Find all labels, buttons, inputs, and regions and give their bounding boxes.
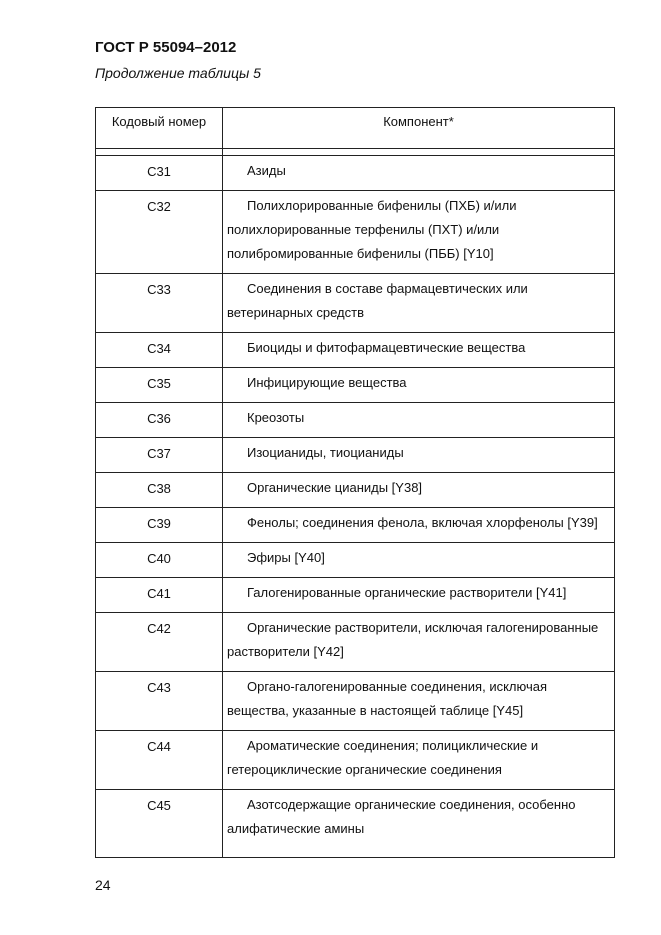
component-text: Ароматические соединения; полициклические и гетероциклические органические соединения — [227, 738, 539, 777]
table-row — [96, 613, 615, 672]
row-code-cell: С44 — [96, 731, 223, 790]
row-code-cell: С45 — [96, 790, 223, 858]
separator-cell — [96, 149, 223, 156]
row-code-cell: С36 — [96, 403, 223, 438]
row-code-cell: С43 — [96, 672, 223, 731]
header-code-number: Кодовый номер — [96, 108, 223, 149]
row-component-cell — [223, 274, 615, 333]
row-component-cell — [223, 191, 615, 274]
row-code-cell: С42 — [96, 613, 223, 672]
component-text: Биоциды и фитофармацевтические вещества — [247, 340, 526, 355]
table-header-row — [96, 108, 615, 149]
component-text: Креозоты — [247, 410, 305, 425]
row-component-cell — [223, 438, 615, 473]
table-row — [96, 274, 615, 333]
component-text: Органические цианиды [Y38] — [247, 480, 423, 495]
row-code-cell: С31 — [96, 156, 223, 191]
component-text: Галогенированные органические растворители [Y41] — [247, 585, 567, 600]
row-code-cell: С39 — [96, 508, 223, 543]
row-component-cell — [223, 473, 615, 508]
row-component-cell — [223, 731, 615, 790]
table-row — [96, 508, 615, 543]
row-component-cell — [223, 333, 615, 368]
component-text: Фенолы; соединения фенола, включая хлорфенолы [Y39] — [247, 515, 598, 530]
table-row — [96, 473, 615, 508]
component-text: Эфиры [Y40] — [247, 550, 325, 565]
component-text: Азиды — [247, 163, 286, 178]
row-code-cell: С35 — [96, 368, 223, 403]
component-text: Органические растворители, исключая галогенированные растворители [Y42] — [227, 620, 599, 659]
row-component-cell — [223, 403, 615, 438]
row-component-cell — [223, 578, 615, 613]
component-text: Органо-галогенированные соединения, исключая вещества, указанные в настоящей таблице [Y45] — [227, 679, 548, 718]
document-title: ГОСТ Р 55094–2012 — [95, 39, 237, 56]
table-row — [96, 543, 615, 578]
component-text: Инфицирующие вещества — [247, 375, 407, 390]
table-row — [96, 191, 615, 274]
row-code-cell: С34 — [96, 333, 223, 368]
row-code-cell: С38 — [96, 473, 223, 508]
row-component-cell — [223, 543, 615, 578]
row-code-cell: С32 — [96, 191, 223, 274]
table-row — [96, 790, 615, 858]
component-text: Полихлорированные бифенилы (ПХБ) и/или полихлорированные терфенилы (ПХТ) и/или полибромированные бифенилы (ПББ) [Y10] — [227, 198, 517, 261]
row-code-cell: С40 — [96, 543, 223, 578]
header-component: Компонент* — [223, 108, 615, 149]
row-component-cell — [223, 508, 615, 543]
row-component-cell — [223, 790, 615, 858]
table-row — [96, 672, 615, 731]
row-code-cell: С41 — [96, 578, 223, 613]
header-separator-row — [96, 149, 615, 156]
component-text: Изоцианиды, тиоцианиды — [247, 445, 404, 460]
table-body — [96, 156, 615, 858]
page-number: 24 — [95, 877, 111, 893]
component-text: Соединения в составе фармацевтических или ветеринарных средств — [227, 281, 528, 320]
row-code-cell: С37 — [96, 438, 223, 473]
row-code-cell: С33 — [96, 274, 223, 333]
table-row — [96, 438, 615, 473]
table-continuation-caption: Продолжение таблицы 5 — [95, 65, 261, 81]
table-row — [96, 403, 615, 438]
table-row — [96, 156, 615, 191]
document-header — [95, 38, 261, 83]
components-table — [95, 107, 615, 858]
row-component-cell — [223, 156, 615, 191]
row-component-cell — [223, 672, 615, 731]
table-row — [96, 578, 615, 613]
row-component-cell — [223, 613, 615, 672]
separator-cell — [223, 149, 615, 156]
table-row — [96, 368, 615, 403]
component-text: Азотсодержащие органические соединения, особенно алифатические амины — [227, 797, 576, 836]
row-component-cell — [223, 368, 615, 403]
table-row — [96, 731, 615, 790]
table-row — [96, 333, 615, 368]
